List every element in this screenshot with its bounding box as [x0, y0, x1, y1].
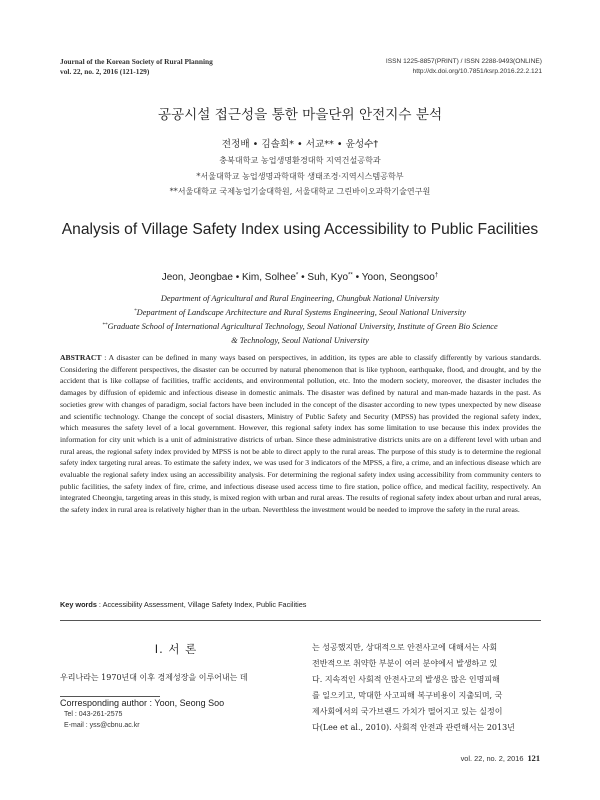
- korean-affiliation-1: 충북대학교 농업생명환경대학 지역건설공학과: [219, 155, 381, 165]
- footnote-divider: [60, 696, 160, 697]
- keywords-text: : Accessibility Assessment, Village Safety Index, Public Facilities: [96, 600, 307, 609]
- affiliation-mark: *: [134, 307, 137, 314]
- english-title: Analysis of Village Safety Index using Accessibility to Public Facilities: [61, 221, 539, 238]
- corresponding-email[interactable]: E-mail : yss@cbnu.ac.kr: [64, 722, 140, 729]
- english-affiliation-2: [60, 306, 540, 319]
- journal-header: [60, 57, 213, 77]
- keywords: [60, 600, 541, 609]
- page-footer: [461, 754, 540, 763]
- author-name: Jeon, Jeongbae: [161, 272, 233, 283]
- corresponding-tel: Tel : 043-261-2575: [64, 711, 123, 718]
- affiliation-text: Graduate School of International Agricultural Technology, Seoul National University, Institute of Green Bio Science: [107, 322, 498, 331]
- text-line: 전반적으로 취약한 부분이 여러 분야에서 발생하고 있: [312, 658, 498, 668]
- corresponding-author: Corresponding author : Yoon, Seong Soo: [60, 698, 225, 708]
- affiliation-text: Department of Landscape Architecture and Rural Systems Engineering, Seoul National University: [136, 308, 466, 317]
- section-divider: [60, 620, 541, 621]
- author-name: Yoon, Seongsoo: [361, 272, 435, 283]
- english-affiliation-3-cont: & Technology, Seoul National University: [231, 336, 369, 345]
- author-name: Kim, Solhee: [242, 272, 296, 283]
- author-separator: •: [235, 272, 240, 283]
- doi-link[interactable]: http://dx.doi.org/10.7851/ksrp.2016.22.2.121: [412, 68, 542, 75]
- english-authors: [0, 272, 600, 283]
- text-line: 를 일으키고, 막대한 사고피해 복구비용이 지출되며, 국: [312, 690, 503, 700]
- intro-paragraph: 우리나라는 1970년대 이후 경제성장을 이루어내는 데: [60, 673, 248, 682]
- page-number: 121: [527, 754, 540, 763]
- affiliation-mark: *: [295, 271, 299, 279]
- text-line: 제사회에서의 국가브랜드 가치가 떨어지고 있는 실정이: [312, 706, 503, 716]
- author-separator: •: [355, 272, 360, 283]
- affiliation-mark: **: [102, 321, 108, 328]
- korean-affiliation-3: **서울대학교 국제농업기술대학원, 서울대학교 그린바이오과학기술연구원: [169, 186, 431, 196]
- english-affiliation-1: Department of Agricultural and Rural Engineering, Chungbuk National University: [160, 294, 440, 303]
- korean-affiliation-2: *서울대학교 농업생명과학대학 생태조경·지역시스템공학부: [196, 171, 404, 181]
- author-name: Suh, Kyo: [307, 272, 349, 283]
- abstract-text: : A disaster can be defined in many ways based on perspectives, in addition, its types are able to classify differently by various standards. Considering the different perspectives, the disaster can be occurred by natural phenomenon that is like typhoon, earthquake, flood, and drought, and by the accident that is like collapse of facilities, traffic accidents, and environmental pollution, etc. Into the modern society, moreover, the disaster includes the damages by diffusion of epidemic and infectious disease in domestic animals. The disaster was defined by natural and man-made hazards in the past. As societies grew with changes of paradigm, social factors have been included in the concept of the disaster according to new types unexpected by new disease and scientific technology. Change the concept of social disasters, Ministry of Public Safety and Security (MPSS) has provided the regional safety index, which measures the safety level of a local government. However, this regional safety index has some limitation to use because this index provides the information for city unit which is a unit of administrative districts of urban. Since these administrative districts units are on a different level with urban and rural areas, the regional safety index provided by MPSS is not be able to direct apply to the rural areas. The purpose of this study is to determine the regional safety index targeting rural areas. To estimate the safety index, we was used for 3 indicators of the MPSS, a fire, a crime, and an infectious disease which are evaluable the regional safety index using an accessibility analysis. For determining the regional safety index using accessibility from community centers to public facilities, the safety index of fire, crime, and infectious disease used access time to fire station, police office, and medical facility, respectively. An integrated Cheongju, targeting areas in this study, is mixed region with urban and rural areas. The results of regional safety index about urban and rural areas, the safety index in rural area is relatively higher than in the urban. Neverthless the investment would be needed to improve the safety in the rural areas.: [60, 353, 541, 515]
- text-line: 다(Lee et al., 2010). 사회적 안전과 관련해서는 2013년: [312, 722, 515, 732]
- affiliation-mark: **: [348, 271, 353, 279]
- text-line: 는 성공했지만, 상대적으로 안전사고에 대해서는 사회: [312, 643, 498, 652]
- journal-issue: vol. 22, no. 2, 2016 (121-129): [60, 67, 150, 76]
- korean-title: 공공시설 접근성을 통한 마을단위 안전지수 분석: [157, 107, 443, 123]
- abstract-label: ABSTRACT: [60, 353, 102, 362]
- footer-issue: vol. 22, no. 2, 2016: [460, 754, 524, 763]
- korean-authors: 전정배 • 김솔희* • 서교** • 윤성수†: [221, 139, 379, 150]
- author-separator: •: [301, 272, 305, 283]
- abstract: [60, 352, 541, 516]
- issn: ISSN 1225-8857(PRINT) / ISSN 2288-9493(ONLINE): [385, 58, 542, 65]
- text-line: 다. 지속적인 사회적 안전사고의 발생은 많은 인명피해: [312, 674, 500, 684]
- right-column-text: [312, 640, 541, 735]
- issn-header: [386, 57, 542, 77]
- english-affiliation-3: [60, 320, 540, 333]
- journal-name: Journal of the Korean Society of Rural Planning: [60, 57, 213, 66]
- corresponding-mark: †: [434, 271, 439, 279]
- section-heading: I. 서 론: [154, 642, 198, 656]
- keywords-label: Key words: [60, 600, 97, 609]
